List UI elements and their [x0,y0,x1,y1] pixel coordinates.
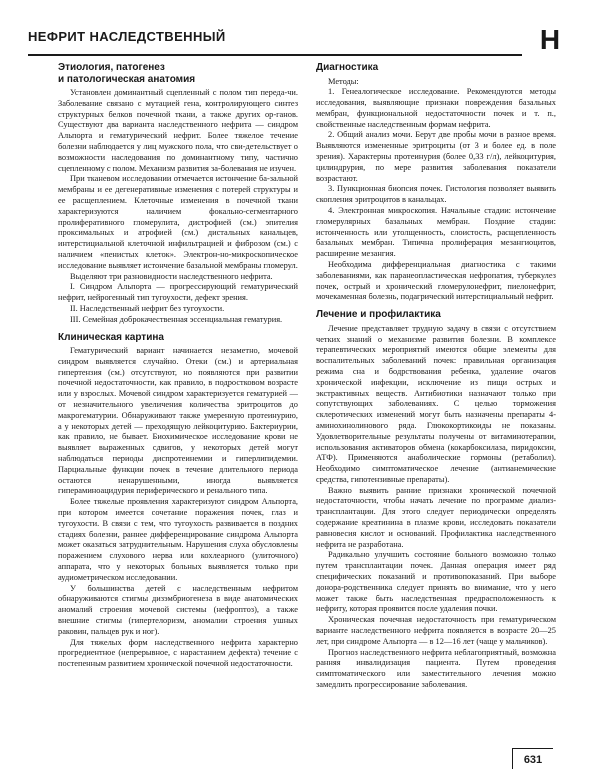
paragraph: Хроническая почечная недостаточность при гематурическом варианте наследственного нефрита появляется в возрасте 20—25 лет, при синдроме Альпорта — в 12—16 лет (чаще у мальчиков). [316,615,556,646]
etiology-title: Этиология, патогенез и патологическая анатомия [58,62,196,85]
list-item: 4. Электронная микроскопия. Начальные стадии: истончение гломерулярных базальных мембран. Поздние стадии: истонченность или утолщенность, слоистость, расщепленность базальных мембран. Типична пролиферация мезангиоцитов, расширение мезангия. [316,206,556,259]
page-header [28,24,522,56]
section-heading-diagnostics: Диагностика [316,62,379,73]
paragraph: Выделяют три разновидности наследственного нефрита. [70,271,273,281]
section-heading-etiology [58,62,298,85]
section-heading-clinic: Клиническая картина [58,331,164,343]
paragraph: Методы: [328,76,359,86]
list-item: 2. Общий анализ мочи. Берут две пробы мочи в разное время. Выявляются измененные эритроциты (от 3 и более ед. в поле зрения). Характерны протеинурия (более 0,33 г/л), лейкоцитурия, цилиндрурия, по мере развития заболевания показатели возрастают. [316,130,556,183]
paragraph: Радикально улучшить состояние больного возможно только путем трансплантации почек. Данная операция имеет ряд специфических показаний и противопоказаний. При выборе донора-родственника следует принять во внимание, что у него может также быть наследственная предрасположенность к нефриту, которая проявится после удаления почки. [316,550,556,614]
page-number: 631 [512,748,553,769]
paragraph: У большинства детей с наследственным нефритом обнаруживаются стигмы дизэмбриогенеза в виде анатомических аномалий строения мочевой системы (нефроптоз), а также внешние стигмы (гипертелоризм, аномалии строения ушных раковин, пальцев рук и ног). [58,583,298,636]
paragraph: Установлен доминантный сцепленный с полом тип переда-чи. Заболевание связано с мутацией гена, контролирующего синтез структурных белков почечной ткани, а также других ор-ганов. Существуют два варианта наследственного нефрита — синдром Альпорта и гематурический нефрит. Более тяжелое течение болезни наблюдается у лиц мужского пола, что сви-детельствует о возможности наследования по доминантному типу, частично сцепленному с полом. Механизм развития за-болевания не изучен. [58,88,298,173]
paragraph: При тканевом исследовании отмечается истончение ба-зальной мембраны и ее дегенеративные изменения с потерей структуры и ее расщеплением. Клеточные изменения в почечной ткани характеризуются наличием фокально-сегментарного пролиферативного гломерулита, дистрофией (см.) эпителия проксимальных и атрофией (см.) дистальных канальцев, интерстициальной клеточной инфильтрацией и фиброзом (см.) с наличием «пенистых клеток». Электрон-но-микроскопическое исследование выявляет истончение базальной мембраны гломерул. [58,174,298,270]
paragraph: Лечение представляет трудную задачу в связи с отсутствием четких знаний о механизме развития болезни. В комплексе терапевтических мероприятий имеются общие элементы для воспалительных заболеваний почек: правильная организация режима сна и бодрствования ребенка, удаление очагов хронической инфекции, исключение из пищи острых и экстрактивных веществ. Антибиотики назначают только при сопутствующих заболеваниях. С целью торможения склеротических изменений могут быть назначены препараты 4-аминохинолинового ряда. Глюкокортикоиды не показаны. Удовлетворительные результаты получены от витаминотерапии, использования активаторов обмена (кокарбоксилаза, пиридоксин, АТФ). Применяются анаболические гормоны (ретаболил). Необходимо симптоматическое лечение (антианемические средства, гипотензивные препараты). [316,323,556,484]
list-item: 1. Генеалогическое исследование. Рекомендуются методы исследования, выявляющие признаки повреждения базальных мембран, функциональной недостаточности почек и т. п., свойственные наследственным формам нефрита. [316,87,556,129]
paragraph: Гематурический вариант начинается незаметно, мочевой синдром выявляется случайно. Отеки (см.) и артериальная гипертензия (см.) отсутствуют, но появляются при развитии почечной недостаточности, как правило, в подростковом возрасте или у взрослых. Мочевой синдром характеризуется гематурией — от незначительного увеличения количества эритроцитов до макрогематурии. Обнаруживают также умеренную протеинурию, а у некоторых детей — преходящую лейкоцитурию. Бактериурии, как правило, не бывает. Биохимическое исследование крови не выявляет выраженных сдвигов, у некоторых детей могут наблюдаться периоды диспротеинемии и гиперлипидемии. Парциальные функции почек в течение длительного периода остаются ненарушенными, иногда выявляется гипераминоацидурия периферического и ренального типа. [58,346,298,496]
paragraph: Важно выявить ранние признаки хронической почечной недостаточности, чтобы начать лечение по программе диализ-трансплантации. Для этого следует периодически определять содержание креатинина в плазме крови, исследовать показатели равновесия кислот и оснований. Профилактика наследственного нефрита не разработана. [316,485,556,549]
paragraph: Для тяжелых форм наследственного нефрита характерно прогредиентное (непрерывное, с нарастанием дефекта) течение с постепенным развитием хронической почечной недостаточности. [58,637,298,669]
running-title: НЕФРИТ НАСЛЕДСТВЕННЫЙ [28,29,226,44]
list-item: I. Синдром Альпорта — прогрессирующий гематурический нефрит, нейрогенный тип тугоухости, дефект зрения. [58,282,298,303]
section-letter: Н [539,24,561,55]
section-heading-treatment: Лечение и профилактика [316,309,441,321]
list-item: III. Семейная доброкачественная эссенциальная гематурия. [70,314,283,324]
paragraph: Прогноз наследственного нефрита неблагоприятный, возможна ранняя инвалидизация пациента. Путем проведения симптоматического или заместительного лечения можно замедлить прогрессирование заболевания. [316,647,556,690]
list-item: II. Наследственный нефрит без тугоухости. [70,303,225,313]
right-column [316,62,556,742]
list-item: 3. Пункционная биопсия почек. Гистология позволяет выявить скопления эритроцитов в канальцах. [316,184,556,205]
paragraph: Необходима дифференциальная диагностика с такими заболеваниями, как паранеопластическая нефропатия, туберкулез почек, острый и хронический гломерулонефрит, пиелонефрит, мочекаменная болезнь, подагрический интерстициальный нефрит. [316,260,556,302]
paragraph: Более тяжелые проявления характеризуют синдром Альпорта, при котором имеется сочетание поражения почек, глаз и тугоухости. В связи с тем, что тугоухость развивается в поздних стадиях болезни, раннее дифференцирование синдрома Альпорта может оказаться затруднительным. Нарушения слуха обусловлены поражением слухового нерва или кохлеарного (улиточного) аппарата, что у некоторых больных выявляется только при аудиометрическом исследовании. [58,497,298,582]
left-column [58,62,298,742]
